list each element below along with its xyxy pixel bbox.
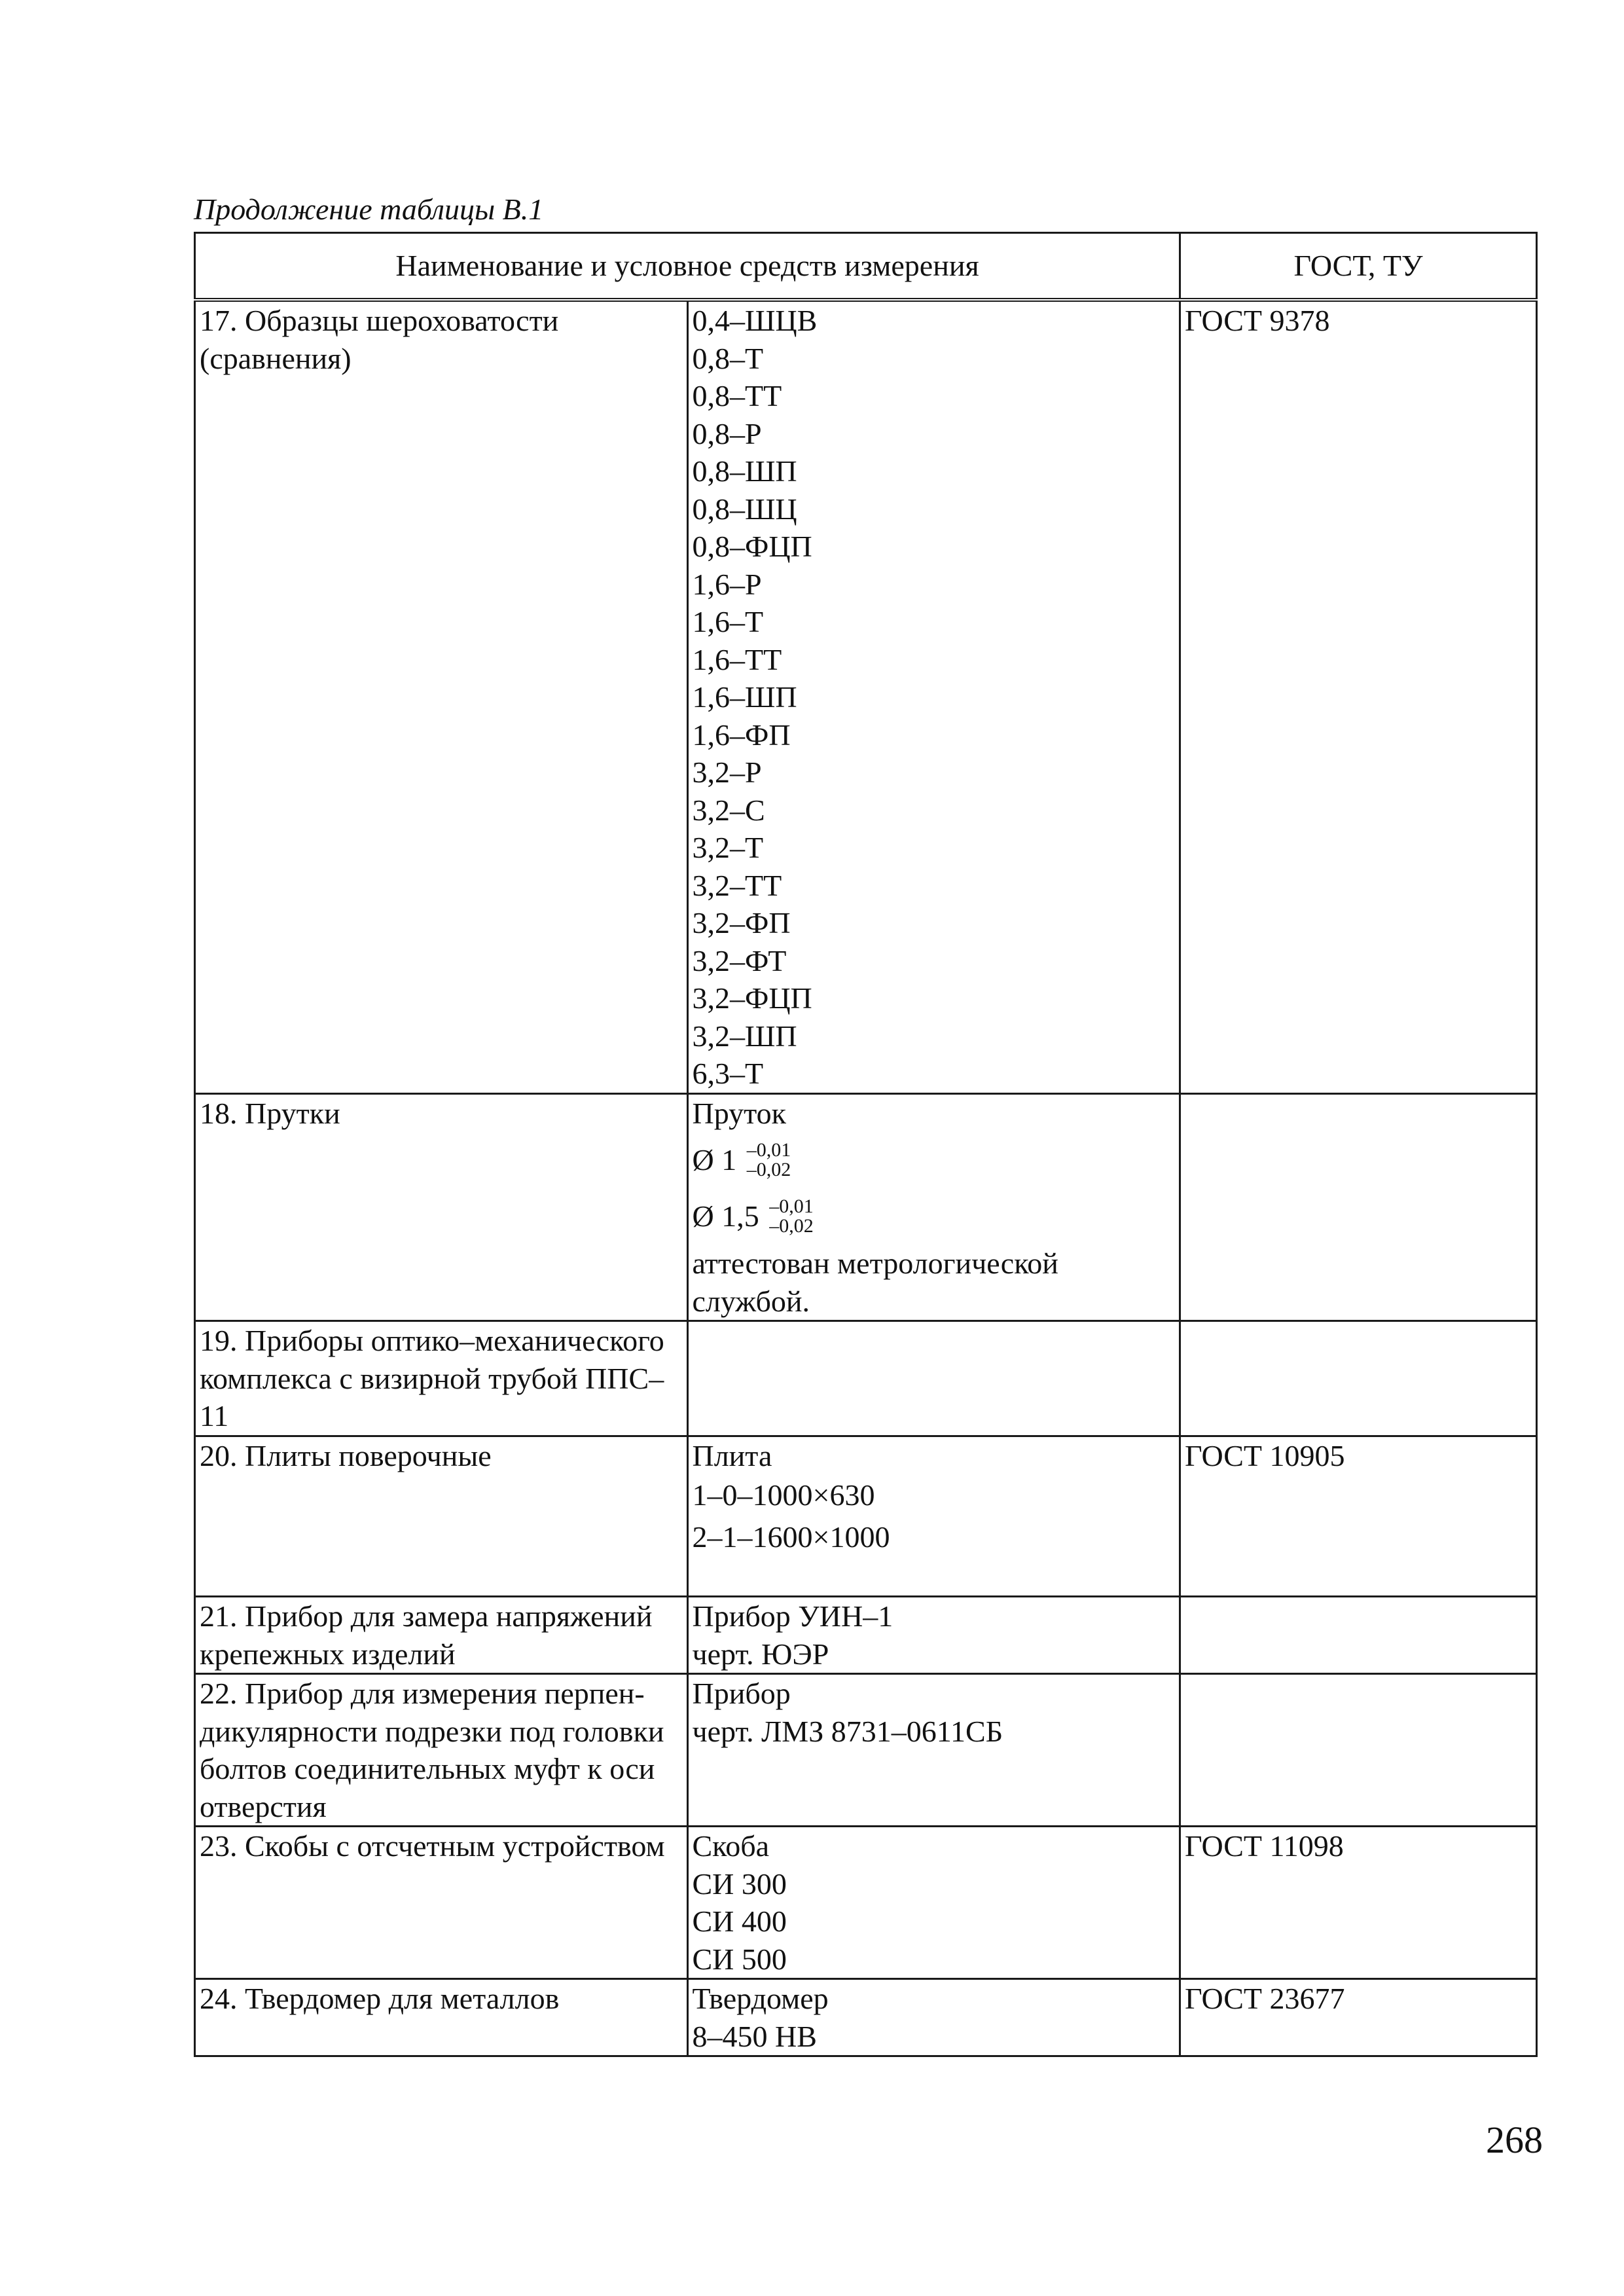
instrument-line: 6,3–Т [692,1057,764,1090]
instrument-line: 0,8–Т [692,341,764,375]
row-22-instrument [687,1674,1180,1827]
row-spacer [693,1558,1176,1595]
instrument-line: Твердомер [692,1982,829,2015]
table-row [195,1674,1537,1827]
instrument-line: СИ 400 [692,1904,787,1938]
row-17-gost: ГОСТ 9378 [1180,300,1537,1093]
row-21-gost [1180,1597,1537,1674]
table-row [195,1436,1537,1597]
header-name-column: Наименование и условное средств измерения [195,233,1180,301]
instrument-line: Плита [692,1438,772,1472]
instrument-line: 0,8–ТТ [692,379,782,412]
instrument-line: Прибор [692,1677,791,1710]
instrument-line: 1,6–Р [692,567,762,601]
row-18-instrument [687,1093,1180,1321]
row-22-gost [1180,1674,1537,1827]
row-20-gost: ГОСТ 10905 [1180,1436,1537,1597]
instrument-line: 1,6–ФП [692,718,791,752]
instrument-line: 1,6–Т [692,605,764,638]
page-number: 268 [1486,2119,1543,2161]
table-row [195,1093,1537,1321]
instrument-line: 0,8–ШП [692,454,797,488]
instrument-line: 3,2–Т [692,831,764,864]
instrument-line: 3,2–С [692,793,765,827]
row-23-gost: ГОСТ 11098 [1180,1827,1537,1979]
instrument-line: 3,2–ФП [692,906,791,939]
diameter-tolerance: Ø 1 –0,01 –0,02 [692,1139,791,1181]
instrument-note: аттестован метрологической [692,1247,1058,1280]
instrument-line: 1,6–ШП [692,680,797,714]
row-24-instrument [687,1979,1180,2056]
tolerance-deviations: –0,01 –0,02 [746,1139,791,1181]
instrument-line: 3,2–ТТ [692,868,782,902]
row-17-instrument [687,300,1180,1093]
table-row [195,1597,1537,1674]
instrument-line: 3,2–ФТ [692,943,787,977]
instrument-line: 2–1–1600×1000 [692,1520,890,1554]
row-23-instrument [687,1827,1180,1979]
row-20-name: 20. Плиты поверочные [195,1436,688,1597]
instrument-line: черт. ЛМЗ 8731–0611СБ [692,1714,1003,1748]
row-19-instrument [687,1321,1180,1436]
row-22-name: 22. Прибор для измерения перпен- дикулярности подрезки под головки болтов соединительных муфт к оси отверстия [195,1674,688,1827]
row-24-gost: ГОСТ 23677 [1180,1979,1537,2056]
instrument-line: 0,8–ФЦП [692,530,812,563]
instrument-line: черт. ЮЭР [692,1637,829,1671]
row-21-instrument [687,1597,1180,1674]
table-row [195,1827,1537,1979]
instrument-line: 0,8–Р [692,416,762,450]
instrument-line: 1–0–1000×630 [692,1478,875,1512]
row-24-name: 24. Твердомер для металлов [195,1979,688,2056]
header-gost-column: ГОСТ, ТУ [1180,233,1537,301]
tolerance-deviations: –0,01 –0,02 [769,1195,814,1237]
instrument-line: СИ 500 [692,1942,787,1976]
row-23-name: 23. Скобы с отсчетным устройством [195,1827,688,1979]
instruments-table [194,232,1538,2057]
table-row [195,300,1537,1093]
row-17-name: 17. Образцы шероховатости (сравнения) [195,300,688,1093]
table-caption: Продолжение таблицы В.1 [194,192,544,226]
instrument-line: 8–450 НВ [692,2019,817,2053]
row-19-gost [1180,1321,1537,1436]
table-row [195,1979,1537,2056]
row-19-name: 19. Приборы оптико–механического комплекса с визирной трубой ППС– 11 [195,1321,688,1436]
instrument-line: 1,6–ТТ [692,642,782,676]
instrument-line: 3,2–ФЦП [692,981,812,1015]
row-20-instrument [687,1436,1180,1597]
instrument-line: СИ 300 [692,1867,787,1901]
table-header-row [195,233,1537,301]
instrument-line: 0,8–ШЦ [692,492,797,526]
row-18-name: 18. Прутки [195,1093,688,1321]
diameter-tolerance: Ø 1,5 –0,01 –0,02 [692,1195,814,1237]
instrument-line: Скоба [692,1829,770,1863]
instrument-line: 3,2–Р [692,756,762,789]
instrument-line: 0,4–ШЦВ [692,304,818,337]
instrument-note: службой. [692,1284,810,1318]
row-18-gost [1180,1093,1537,1321]
instrument-line: Прибор УИН–1 [692,1599,893,1633]
row-21-name: 21. Прибор для замера напряжений крепежных изделий [195,1597,688,1674]
table-row [195,1321,1537,1436]
instrument-line: 3,2–ШП [692,1019,797,1053]
instrument-title: Пруток [692,1096,786,1130]
